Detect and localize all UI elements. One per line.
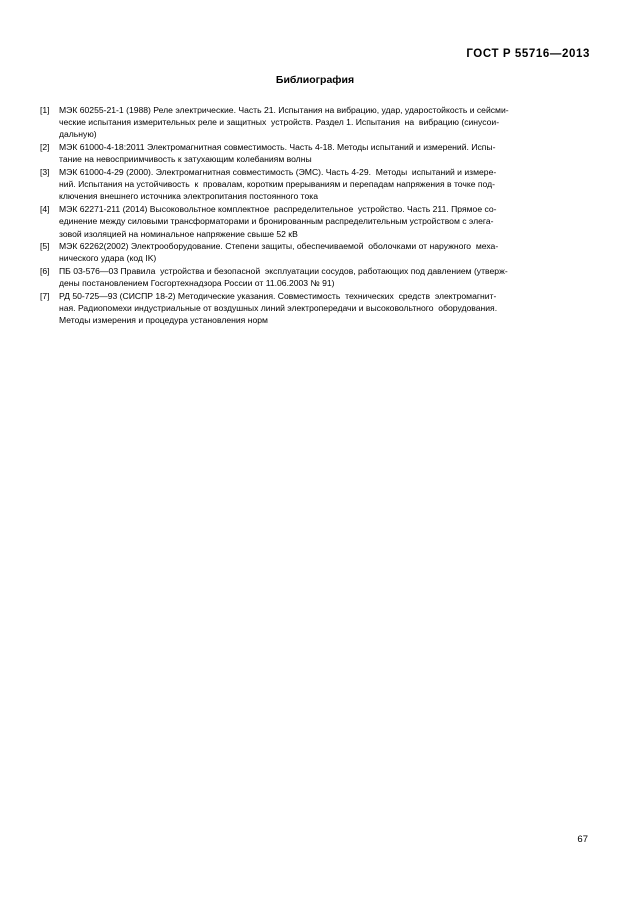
entry-marker: [5]	[40, 241, 50, 252]
standard-reference-header: ГОСТ Р 55716—2013	[466, 48, 590, 60]
entry-marker: [1]	[40, 105, 50, 115]
list-item	[40, 104, 592, 141]
page-number: 67	[577, 834, 588, 845]
entry-marker: [7]	[40, 291, 50, 302]
entry-marker: [6]	[40, 266, 50, 277]
list-item	[40, 203, 592, 240]
entry-text: МЭК 61000-4-18:2011 Электромагнитная совместимость. Часть 4-18. Методы испытаний и измерений. Испы- тание на невосприимчивость к затухающим колебаниям волны	[59, 142, 496, 165]
page-title: Библиография	[275, 74, 355, 86]
entry-text: МЭК 61000-4-29 (2000). Электромагнитная совместимость (ЭМС). Часть 4-29. Методы испытаний и измере- ний. Испытания на устойчивость к провалам, коротким прерываниям и перепадам напряжения в точке под- ключения внешнего источника электропитания постоянного тока	[59, 167, 497, 202]
entry-text: МЭК 60255-21-1 (1988) Реле электрические. Часть 21. Испытания на вибрацию, удар, ударостойкость и сейсми- ческие испытания измерительных реле и защитных устройств. Раздел 1. Испытания на вибрацию (синусои- дальную)	[59, 105, 509, 140]
entry-marker: [3]	[40, 167, 50, 178]
list-item	[40, 290, 592, 327]
entry-text: МЭК 62271-211 (2014) Высоковольтное комплектное распределительное устройство. Часть 211. Прямое со- единение между силовыми трансформаторами и бронированным распределительным устройством с элега- зовой изоляцией на номинальное напряжение свыше 52 кВ	[59, 204, 497, 239]
list-item	[40, 240, 592, 264]
entry-marker: [4]	[40, 204, 50, 215]
entry-text: ПБ 03-576—03 Правила устройства и безопасной эксплуатации сосудов, работающих под давлением (утверж- дены постановлением Госгортехнадзора России от 11.06.2003 № 91)	[59, 266, 508, 289]
list-item	[40, 166, 592, 203]
list-item	[40, 141, 592, 165]
bibliography-list	[40, 104, 592, 327]
entry-marker: [2]	[40, 142, 50, 153]
entry-text: РД 50-725—93 (СИСПР 18-2) Методические указания. Совместимость технических средств электромагнит- ная. Радиопомехи индустриальные от воздушных линий электропередачи и высоковольтного оборудования. Методы измерения и процедура установления норм	[59, 291, 498, 326]
list-item	[40, 265, 592, 289]
entry-text: МЭК 62262(2002) Электрооборудование. Степени защиты, обеспечиваемой оболочками от наружного меха- нического удара (код IK)	[59, 241, 499, 264]
